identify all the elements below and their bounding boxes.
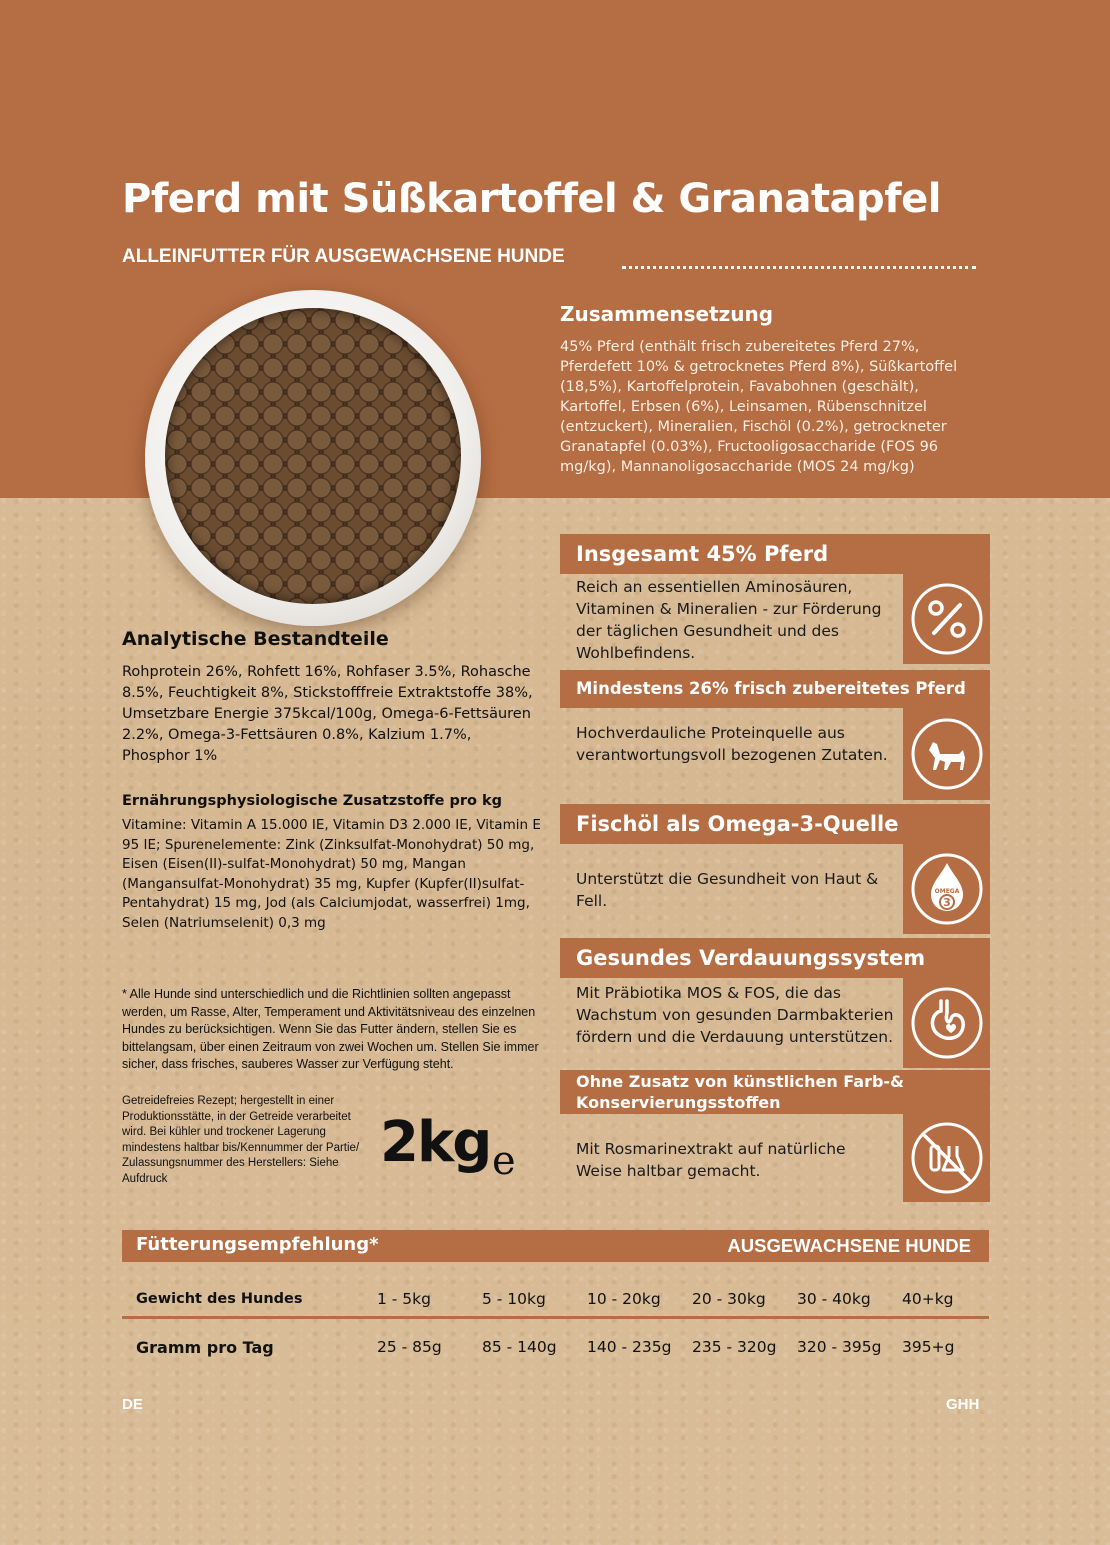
stomach-icon — [907, 983, 987, 1063]
horse-icon — [907, 714, 987, 794]
feature-heading-no-additives — [560, 1070, 990, 1114]
weight-cell: 40+kg — [902, 1290, 954, 1308]
feeding-note: * Alle Hunde sind unterschiedlich und die Richtlinien sollten angepasst werden, um Rasse, Alter, Temperament und Aktivitätsniveau des einzelnen Hundes zu berücksichtigen. Wenn Sie das Futter ändern, stellen Sie es bittelangsam, über einen Zeitraum von zwei Wochen um. Stellen Sie immer sicher, dass frisches, sauberes Wasser zur Verfügung steht. — [122, 987, 539, 1071]
weight-cell: 20 - 30kg — [692, 1290, 766, 1308]
analytical-heading: Analytische Bestandteile — [122, 628, 389, 650]
composition-heading: Zusammensetzung — [560, 302, 774, 326]
weight-cell: 30 - 40kg — [797, 1290, 871, 1308]
estimated-sign: e — [492, 1138, 516, 1184]
small-print: Getreidefreies Rezept; hergestellt in einer Produktionsstätte, in der Getreide verarbeitet wird. Bei kühler und trockener Lagerung mindestens haltbar bis/Kennummer der Partie/ Zulassungsnummer des Herstellers: Siehe Aufdruck — [122, 1095, 360, 1185]
feature-text-no-additives: Mit Rosmarinextrakt auf natürliche Weise haltbar gemacht. — [576, 1140, 846, 1180]
additives-heading: Ernährungsphysiologische Zusatzstoffe pro kg — [122, 793, 503, 809]
feeding-weight-row — [122, 1290, 989, 1314]
percent-icon — [907, 579, 987, 659]
feature-icon-box — [903, 708, 990, 800]
weight-cell: 1 - 5kg — [377, 1290, 431, 1308]
weight-cell: 5 - 10kg — [482, 1290, 546, 1308]
feeding-grams-row — [122, 1338, 989, 1362]
analytical-text: Rohprotein 26%, Rohfett 16%, Rohfaser 3.5%, Rohasche 8.5%, Feuchtigkeit 8%, Stickstofffreie Extraktstoffe 38%, Umsetzbare Energie 375kcal/100g, Omega-6-Fettsäuren 2.2%, Omega-3-Fettsäuren 0.8%, Kalzium 1.7%, Phosphor 1% — [122, 664, 533, 764]
feature-icon-box — [903, 1114, 990, 1202]
no-chemicals-icon — [907, 1118, 987, 1198]
feeding-subtitle: AUSGEWACHSENE HUNDE — [727, 1235, 971, 1256]
product-subtitle: ALLEINFUTTER FÜR AUSGEWACHSENE HUNDE — [122, 246, 565, 267]
product-title: Pferd mit Süßkartoffel & Granatapfel — [122, 176, 941, 222]
feeding-divider — [122, 1316, 989, 1319]
weight-cell: 10 - 20kg — [587, 1290, 661, 1308]
feature-icon-box — [903, 574, 990, 664]
grams-cell: 235 - 320g — [692, 1338, 777, 1356]
feature-icon-box — [903, 978, 990, 1068]
feature-heading-line-2: Konservierungsstoffen — [576, 1093, 781, 1112]
grams-label: Gramm pro Tag — [136, 1338, 274, 1357]
footer-code: GHH — [946, 1396, 980, 1413]
feeding-title: Fütterungsempfehlung* — [136, 1234, 379, 1255]
grams-cell: 140 - 235g — [587, 1338, 672, 1356]
feature-text-horse-total: Reich an essentiellen Aminosäuren, Vitaminen & Mineralien - zur Förderung der täglichen Gesundheit und des Wohlbefindens. — [576, 578, 882, 662]
feature-heading-fish-oil: Fischöl als Omega-3-Quelle — [560, 804, 990, 844]
feature-text-fresh-horse: Hochverdauliche Proteinquelle aus verantwortungsvoll bezogenen Zutaten. — [576, 724, 888, 764]
additives-text: Vitamine: Vitamin A 15.000 IE, Vitamin D3 2.000 IE, Vitamin E 95 IE; Spurenelemente: Zink (Zinksulfat-Monohydrat) 50 mg, Eisen (Eisen(II)-sulfat-Monohydrat) 50 mg, Mangan (Mangansulfat-Monohydrat) 35 mg, Kupfer (Kupfer(II)sulfat-Pentahydrat) 15 mg, Jod (als Calciumjodat, wasserfrei) 1mg, Selen (Natriumselenit) 0,3 mg — [122, 817, 541, 931]
omega-3-drop-icon — [907, 849, 987, 929]
feature-text-fish-oil: Unterstützt die Gesundheit von Haut & Fell. — [576, 870, 879, 910]
feature-text-digestion: Mit Präbiotika MOS & FOS, die das Wachstum von gesunden Darmbakterien fördern und die Verdauung unterstützen. — [576, 984, 894, 1046]
feature-icon-box — [903, 844, 990, 934]
feeding-header — [122, 1230, 989, 1262]
feature-heading-line-1: Ohne Zusatz von künstlichen Farb-& — [576, 1072, 905, 1091]
dotted-divider — [622, 266, 976, 269]
feature-heading-digestion: Gesundes Verdauungssystem — [560, 938, 990, 978]
grams-cell: 85 - 140g — [482, 1338, 557, 1356]
svg-text:OMEGA: OMEGA — [934, 888, 959, 895]
feature-heading-fresh-horse: Mindestens 26% frisch zubereitetes Pferd — [560, 670, 990, 708]
grams-cell: 320 - 395g — [797, 1338, 882, 1356]
svg-text:3: 3 — [942, 896, 951, 909]
kibble-image — [165, 308, 461, 604]
net-weight: 2kg — [380, 1110, 491, 1175]
feature-heading-horse-total: Insgesamt 45% Pferd — [560, 534, 990, 574]
weight-label: Gewicht des Hundes — [136, 1291, 303, 1307]
composition-text: 45% Pferd (enthält frisch zubereitetes Pferd 27%, Pferdefett 10% & getrocknetes Pferd 8%), Süßkartoffel (18,5%), Kartoffelprotein, Favabohnen (geschält), Kartoffel, Erbsen (6%), Leinsamen, Rübenschnitzel (entzuckert), Mineralien, Fischöl (0.2%), getrockneter Granatapfel (0.03%), Fructooligosaccharide (FOS 96 mg/kg), Mannanoligosaccharide (MOS 24 mg/kg) — [560, 339, 958, 475]
grams-cell: 25 - 85g — [377, 1338, 442, 1356]
footer-language: DE — [122, 1396, 143, 1413]
grams-cell: 395+g — [902, 1338, 955, 1356]
